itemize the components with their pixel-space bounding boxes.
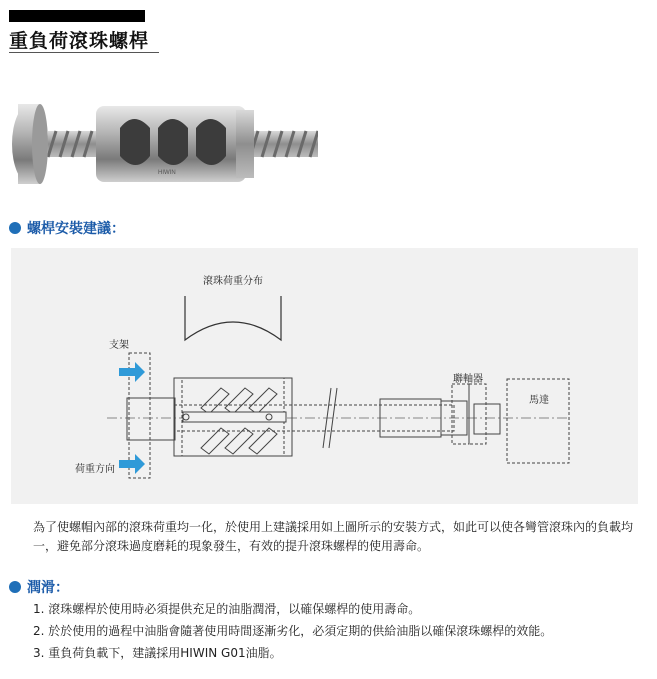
ball-screw-product-image [8, 98, 318, 198]
bullet-dot-icon [9, 222, 21, 234]
lubrication-list [33, 600, 552, 666]
load-arrow-icon [119, 454, 145, 474]
section-install-heading [9, 218, 125, 238]
load-direction-label: 荷重方向 [75, 464, 115, 475]
bullet-dot-icon [9, 581, 21, 593]
load-distribution-label: 滾珠荷重分布 [203, 276, 263, 287]
coupling-label: 聯軸器 [453, 374, 483, 385]
load-arrow-icon [119, 362, 145, 382]
title-bar-decoration [9, 10, 145, 22]
support-label: 支架 [109, 340, 129, 351]
installation-diagram [11, 248, 638, 504]
section-lube-heading [9, 577, 69, 597]
motor-label: 馬達 [529, 395, 549, 406]
product-logo-text: HIWIN [158, 170, 176, 176]
page-title: 重負荷滾珠螺桿 [9, 30, 150, 52]
section-install-title: 螺桿安裝建議： [27, 221, 125, 237]
title-underline [9, 52, 159, 53]
list-item: 2. 於於使用的過程中油脂會隨著使用時間逐漸劣化，必須定期的供給油脂以確保滾珠螺桿的效能。 [33, 624, 553, 638]
list-item: 1. 滾珠螺桿於使用時必須提供充足的油脂潤滑，以確保螺桿的使用壽命。 [33, 602, 421, 616]
list-item: 3. 重負荷負載下，建議採用HIWIN G01油脂。 [33, 646, 282, 660]
install-paragraph: 為了使螺帽內部的滾珠荷重均一化，於使用上建議採用如上圖所示的安裝方式，如此可以使各彎管滾珠內的負載均一，避免部分滾珠過度磨耗的現象發生，有效的提升滾珠螺桿的使用壽命。 [33, 520, 634, 553]
section-lube-title: 潤滑： [27, 580, 69, 596]
